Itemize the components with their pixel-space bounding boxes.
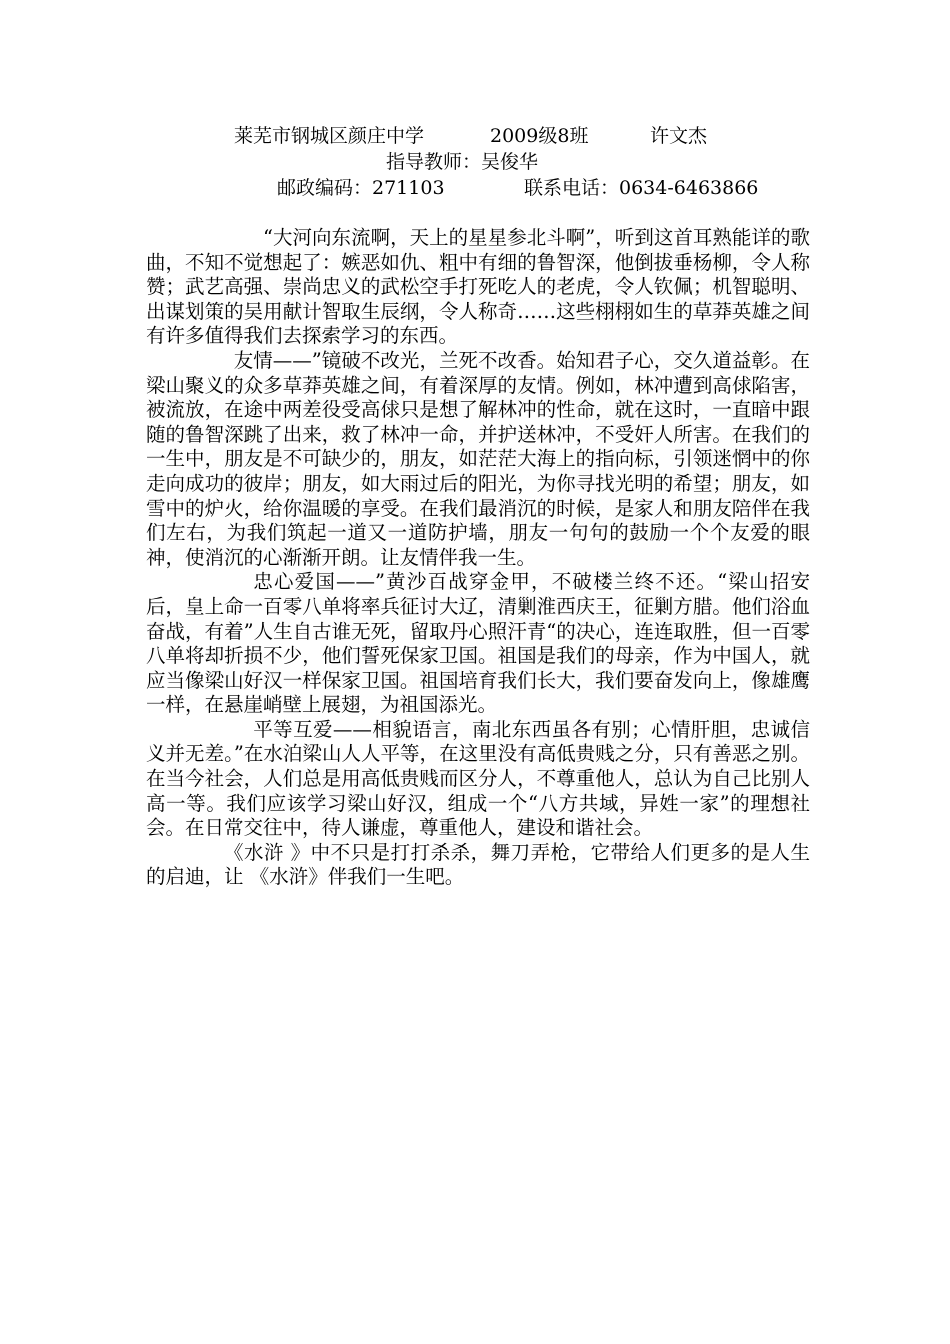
article-body bbox=[146, 226, 810, 890]
postcode-line: 邮政编码：271103 bbox=[277, 177, 445, 199]
advisor-line: 指导教师：吴俊华 bbox=[386, 151, 539, 173]
phone-line: 联系电话：0634-6463866 bbox=[524, 177, 759, 199]
paragraph-conclusion: 《水浒 》中不只是打打杀杀，舞刀弄枪，它带给人们更多的是人生的启迪，让 《水浒》伴我们一生吧。 bbox=[146, 840, 810, 889]
class-name: 2009级8班 bbox=[490, 125, 589, 147]
paragraph-equality: 平等互爱——相貌语言，南北东西虽各有别；心情肝胆，忠诚信义并无差。”在水泊梁山人人平等，在这里没有高低贵贱之分，只有善恶之别。在当今社会，人们总是用高低贵贱而区分人，不尊重他人，总认为自己比别人高一等。我们应该学习梁山好汉，组成一个“八方共域，异姓一家”的理想社会。在日常交往中，待人谦虚，尊重他人，建设和谐社会。 bbox=[146, 717, 810, 840]
paragraph-patriotism: 忠心爱国——”黄沙百战穿金甲，不破楼兰终不还。“梁山招安后，皇上命一百零八单将率兵征讨大辽，清剿淮西庆王，征剿方腊。他们浴血奋战，有着”人生自古谁无死，留取丹心照汗青“的决心，连连取胜，但一百零八单将却折损不少，他们誓死保家卫国。祖国是我们的母亲，作为中国人，就应当像梁山好汉一样保家卫国。祖国培育我们长大，我们要奋发向上，像雄鹰一样，在悬崖峭壁上展翅，为祖国添光。 bbox=[146, 570, 810, 717]
paragraph-intro: “大河向东流啊，天上的星星参北斗啊”，听到这首耳熟能详的歌曲，不知不觉想起了：嫉恶如仇、粗中有细的鲁智深，他倒拔垂杨柳，令人称赞；武艺高强、崇尚忠义的武松空手打死吃人的老虎，令人钦佩；机智聪明、出谋划策的吴用献计智取生辰纲，令人称奇……这些栩栩如生的草莽英雄之间有许多值得我们去探索学习的东西。 bbox=[146, 226, 810, 348]
school-name: 莱芜市钢城区颜庄中学 bbox=[234, 125, 425, 147]
author-name: 许文杰 bbox=[650, 125, 708, 147]
paragraph-friendship: 友情——”镜破不改光，兰死不改香。始知君子心，交久道益彰。在梁山聚义的众多草莽英雄之间，有着深厚的友情。例如，林冲遭到高俅陷害，被流放，在途中两差役受高俅只是想了解林冲的性命，就在这时，一直暗中跟随的鲁智深跳了出来，救了林冲一命，并护送林冲，不受奸人所害。在我们的一生中，朋友是不可缺少的，朋友，如茫茫大海上的指向标，引领迷惘中的你走向成功的彼岸；朋友，如大雨过后的阳光，为你寻找光明的希望；朋友，如雪中的炉火，给你温暖的享受。在我们最消沉的时候，是家人和朋友陪伴在我们左右，为我们筑起一道又一道防护墙，朋友一句句的鼓励一个个友爱的眼神，使消沉的心渐渐开朗。让友情伴我一生。 bbox=[146, 348, 810, 569]
